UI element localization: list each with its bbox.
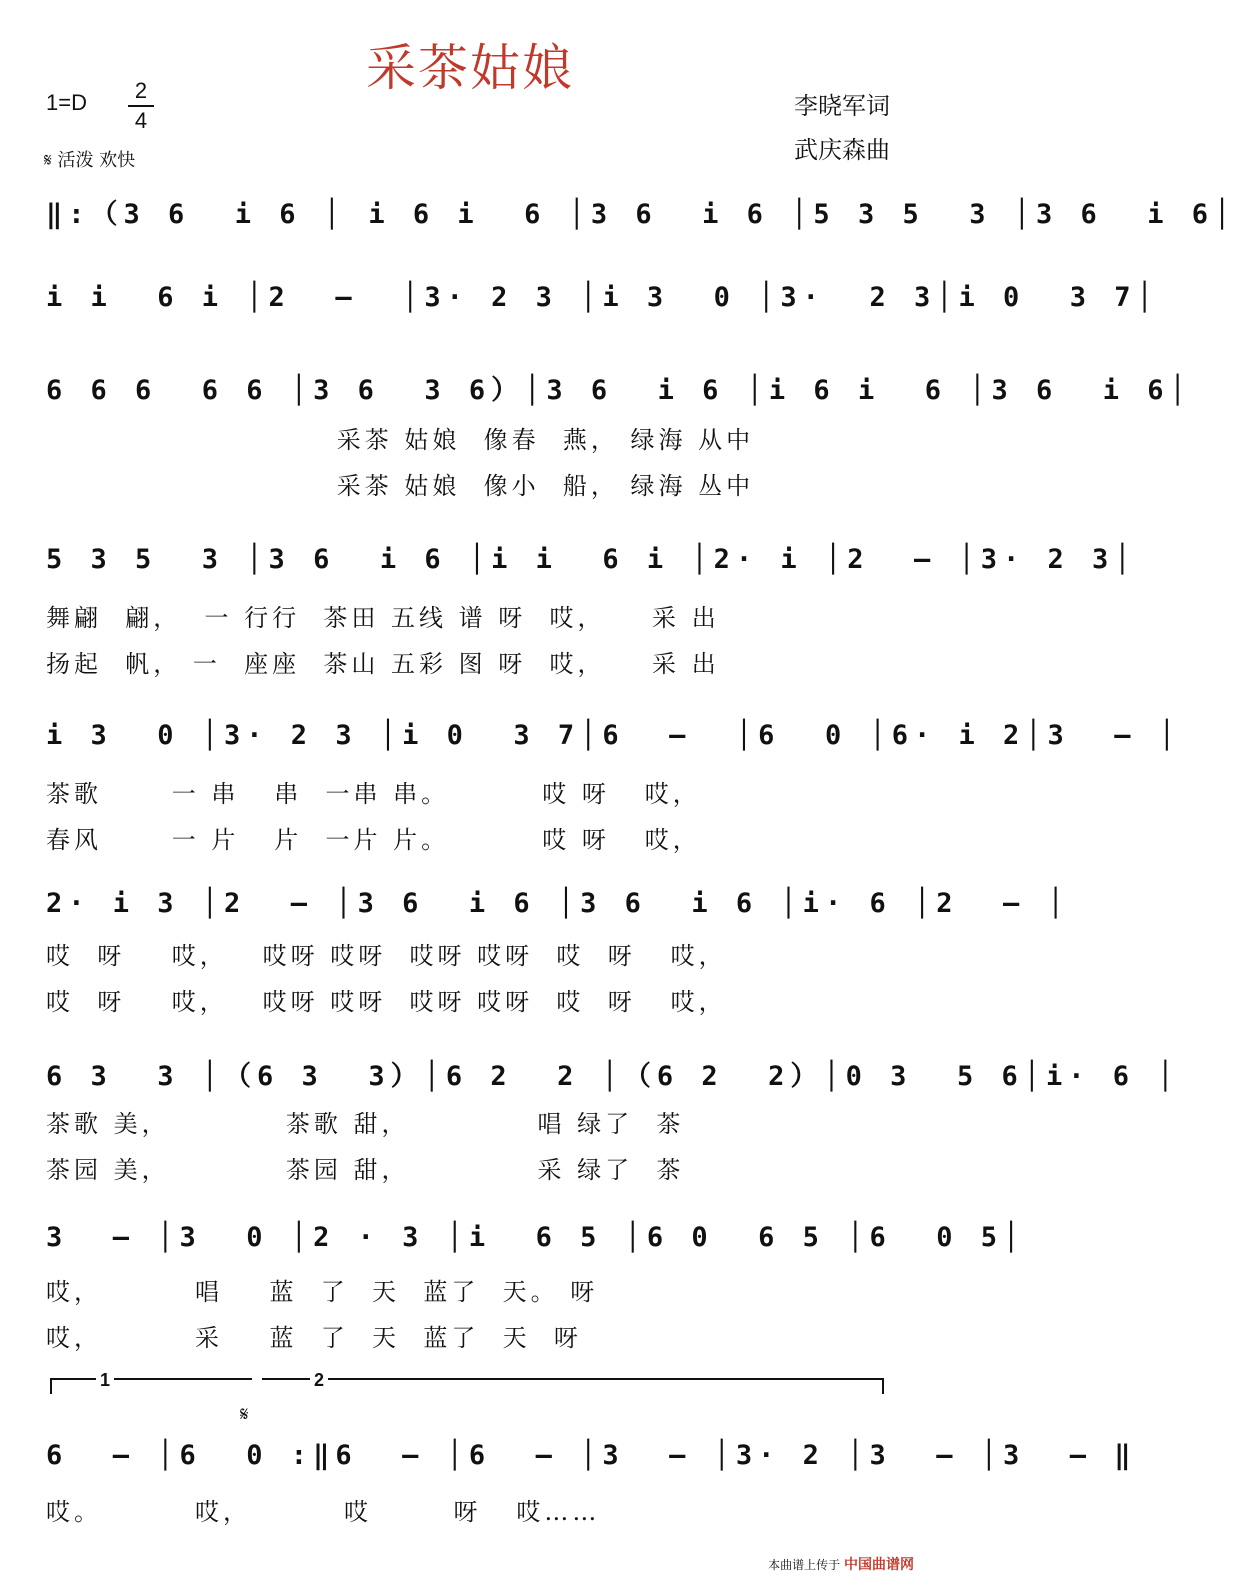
lyric-verse-2: 哎， 采 蓝 了 天 蓝了 天 呀 [46,1324,582,1352]
notation-line: 6 3 3 │（6 3 3）│6 2 2 │（6 2 2）│0 3 5 6│i· 6 │ [46,1061,1180,1092]
lyric-verse-1: 茶歌 美， 茶歌 甜， 唱 绿了 茶 [46,1110,685,1138]
footer-site: 中国曲谱网 [844,1557,914,1573]
time-signature [126,78,156,134]
lyric-verse-2: 扬起 帆， 一 座座 茶山 五彩 图 呀 哎， 采 出 [46,650,720,678]
lyric-verse-1: 哎 呀 哎， 哎呀 哎呀 哎呀 哎呀 哎 呀 哎， [46,942,727,970]
notation-line: i 3 0 │3· 2 3 │i 0 3 7│6 – │6 0 │6· i 2│3 – │ [46,720,1182,751]
footer-credit [768,1554,914,1574]
notation-line: 6 – │6 0 :‖6 – │6 – │3 – │3· 2 │3 – │3 – ‖ [46,1440,1137,1471]
notation-line: 3 – │3 0 │2 · 3 │i 6 5 │6 0 6 5 │6 0 5│ [46,1222,1026,1253]
volta-bracket-2 [262,1378,884,1394]
key-signature: 1=D [46,90,87,115]
volta-label-2: 2 [310,1370,328,1391]
meter-top: 2 [134,78,148,103]
lyric-verse-2: 哎 呀 哎， 哎呀 哎呀 哎呀 哎呀 哎 呀 哎， [46,988,727,1016]
meter-bottom: 4 [134,108,148,133]
notation-line: i i 6 i │2 – │3· 2 3 │i 3 0 │3· 2 3│i 0 3 7│ [46,282,1159,313]
lyric-verse-2: 茶园 美， 茶园 甜， 采 绿了 茶 [46,1156,685,1184]
tempo-marking: 𝄋 活泼 欢快 [44,150,136,171]
lyric-verse-1: 采茶 姑娘 像春 燕， 绿海 从中 [46,426,755,454]
composer-credit: 武庆森曲 [794,136,890,164]
lyric-verse-2: 采茶 姑娘 像小 船， 绿海 丛中 [46,472,755,500]
lyric-verse-1: 哎， 唱 蓝 了 天 蓝了 天。 呀 [46,1278,599,1306]
song-title: 采茶姑娘 [366,39,574,97]
meter-divider [128,105,154,107]
lyric-verse-1: 哎。 哎， 哎 呀 哎…… [46,1498,601,1526]
notation-line: 2· i 3 │2 – │3 6 i 6 │3 6 i 6 │i· 6 │2 – │ [46,888,1070,919]
lyric-verse-1: 舞翩 翩， 一 行行 茶田 五线 谱 呀 哎， 采 出 [46,604,720,632]
lyricist-credit: 李晓军词 [794,92,890,120]
notation-line: ‖:（3 6 i 6 │ i 6 i 6 │3 6 i 6 │5 3 5 3 │3 6 i 6│ [46,199,1236,230]
volta-bracket-1 [50,1378,252,1394]
segno-sign: 𝄋 [240,1402,249,1426]
volta-label-1: 1 [96,1370,114,1391]
lyric-verse-1: 茶歌 一 串 串 一串 串。 哎 呀 哎， [46,780,701,808]
notation-line: 6 6 6 6 6 │3 6 3 6）│3 6 i 6 │i 6 i 6 │3 6 i 6│ [46,375,1192,406]
footer-text: 本曲谱上传于 [768,1558,841,1572]
lyric-verse-2: 春风 一 片 片 一片 片。 哎 呀 哎， [46,826,701,854]
notation-line: 5 3 5 3 │3 6 i 6 │i i 6 i │2· i │2 – │3· 2 3│ [46,544,1137,575]
